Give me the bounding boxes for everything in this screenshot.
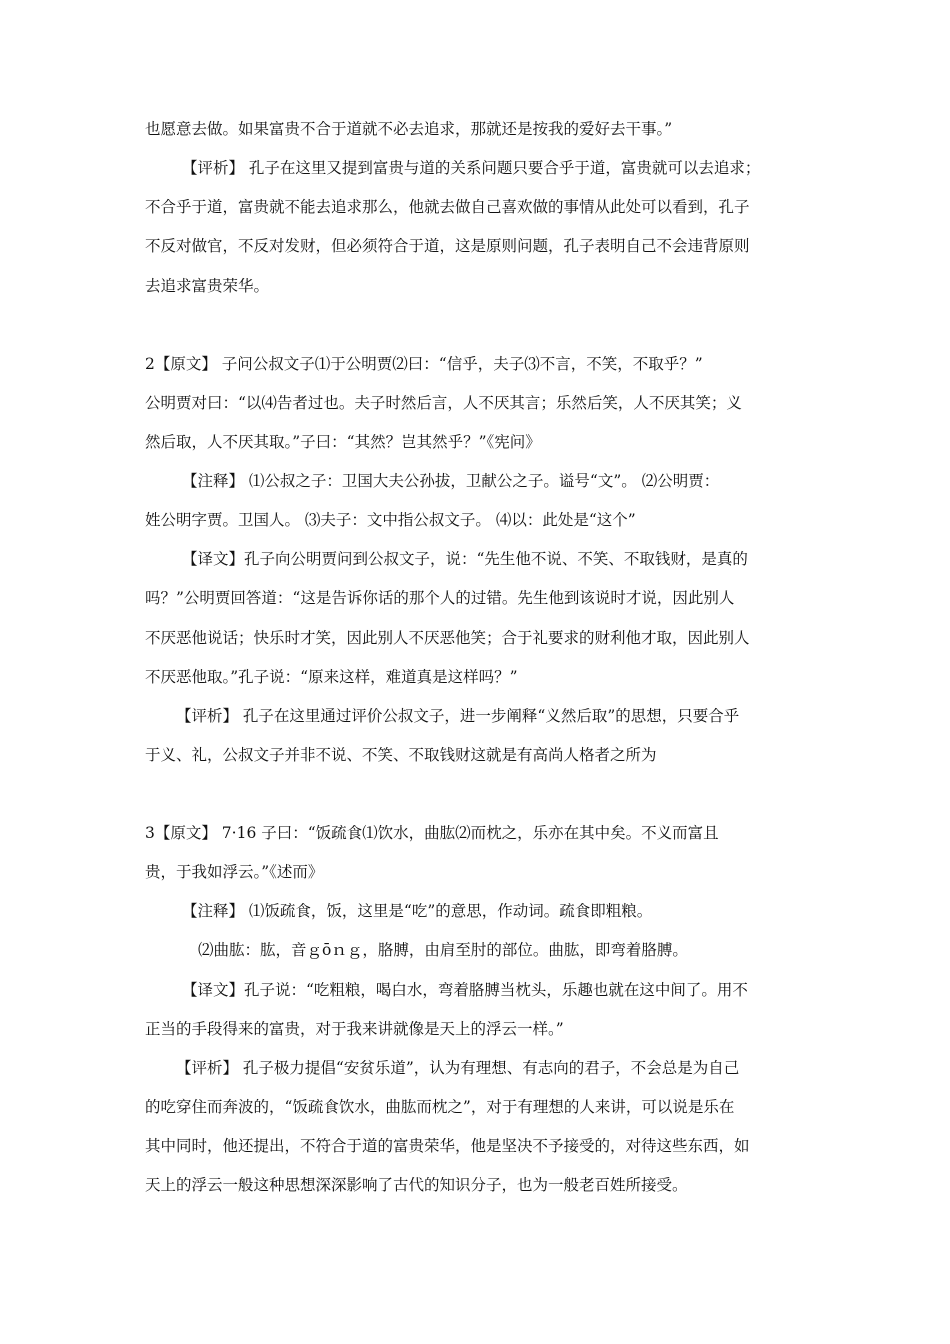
text-line: 其中同时，他还提出，不符合于道的富贵荣华，他是坚决不予接受的，对待这些东西，如 [145,1137,750,1155]
text-line: 姓公明字贾。卫国人。 ⑶夫子：文中指公叔文子。 ⑷以：此处是“这个” [145,511,636,529]
commentary-line: 【评析】 孔子极力提倡“安贫乐道”，认为有理想、有志向的君子，不会总是为自己 [176,1059,740,1077]
text-line: 不反对做官，不反对发财，但必须符合于道，这是原则问题，孔子表明自己不会违背原则 [145,237,750,255]
annotation-line: 【注释】 ⑴饭疏食，饭，这里是“吃”的意思，作动词。疏食即粗粮。 [182,902,653,920]
text-line: 不厌恶他取。”孔子说：“原来这样，难道真是这样吗？” [145,668,518,686]
annotation-line: ⑵曲肱：肱，音ｇōｎｇ，胳膊，由肩至肘的部位。曲肱，即弯着胳膊。 [198,941,688,959]
annotation-line: 【注释】 ⑴公叔之子：卫国大夫公孙拔，卫献公之子。谥号“文”。 ⑵公明贾： [182,472,720,490]
commentary-line: 【评析】 孔子在这里又提到富贵与道的关系问题只要合乎于道，富贵就可以去追求； [182,159,761,177]
text-line: 于义、礼，公叔文子并非不说、不笑、不取钱财这就是有高尚人格者之所为 [145,746,657,764]
text-line: 去追求富贵荣华。 [145,277,270,295]
text-line: 不合乎于道，富贵就不能去追求那么，他就去做自己喜欢做的事情从此处可以看到，孔子 [145,198,750,216]
text-line: 公明贾对曰：“以⑷告者过也。夫子时然后言，人不厌其言；乐然后笑，人不厌其笑；义 [145,394,742,412]
text-line: 吗？”公明贾回答道：“这是告诉你话的那个人的过错。先生他到该说时才说，因此别人 [145,589,735,607]
text-line: 的吃穿住而奔波的，“饭疏食饮水，曲肱而枕之”，对于有理想的人来讲，可以说是乐在 [145,1098,735,1116]
text-line: 不厌恶他说话；快乐时才笑，因此别人不厌恶他笑；合于礼要求的财利他才取，因此别人 [145,629,750,647]
translation-line: 【译文】孔子说：“吃粗粮，喝白水，弯着胳膊当枕头，乐趣也就在这中间了。用不 [182,981,748,999]
text-line: 然后取，人不厌其取。”子曰：“其然？岂其然乎？”《宪问》 [145,433,541,451]
text-line: 正当的手段得来的富贵，对于我来讲就像是天上的浮云一样。” [145,1020,564,1038]
commentary-line: 【评析】 孔子在这里通过评价公叔文子，进一步阐释“义然后取”的思想，只要合乎 [176,707,740,725]
original-text-line: 2【原文】 子问公叔文子⑴于公明贾⑵曰：“信乎，夫子⑶不言，不笑，不取乎？” [145,355,703,373]
translation-line: 【译文】孔子向公明贾问到公叔文子，说：“先生他不说、不笑、不取钱财，是真的 [182,550,748,568]
text-line: 贵，于我如浮云。”《述而》 [145,863,324,881]
original-text-line: 3【原文】 7·16 子曰：“饭疏食⑴饮水，曲肱⑵而枕之，乐亦在其中矣。不义而富且 [145,824,719,842]
text-line: 天上的浮云一般这种思想深深影响了古代的知识分子，也为一般老百姓所接受。 [145,1176,688,1194]
text-line: 也愿意去做。如果富贵不合于道就不必去追求，那就还是按我的爱好去干事。” [145,120,673,138]
